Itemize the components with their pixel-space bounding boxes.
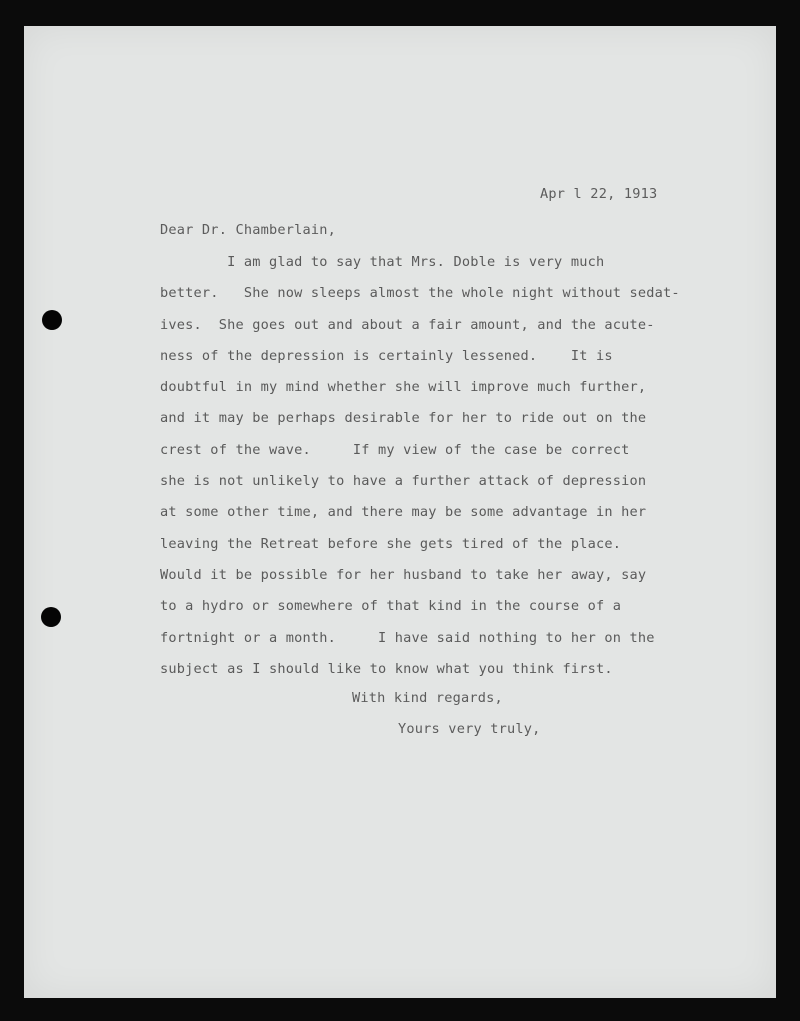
sign-off: Yours very truly, [398, 721, 541, 737]
punch-hole-top [42, 310, 62, 330]
body-line: and it may be perhaps desirable for her to ride out on the [160, 410, 647, 427]
body-line: leaving the Retreat before she gets tired of the place. [160, 535, 622, 552]
body-line: ives. She goes out and about a fair amount, and the acute- [160, 316, 655, 333]
body-line: crest of the wave. If my view of the case be correct [160, 441, 630, 458]
body-line: Would it be possible for her husband to take her away, say [160, 566, 647, 583]
body-line: fortnight or a month. I have said nothing to her on the [160, 629, 655, 646]
salutation: Dear Dr. Chamberlain, [160, 222, 337, 238]
letter-date: Apr l 22, 1913 [540, 186, 658, 202]
body-line: subject as I should like to know what you think first. [160, 660, 613, 677]
punch-hole-bottom [41, 607, 61, 627]
body-line: at some other time, and there may be some advantage in her [160, 504, 647, 521]
letter-body [160, 252, 760, 690]
letter-page [24, 26, 776, 998]
body-line: doubtful in my mind whether she will improve much further, [160, 379, 647, 396]
body-line: ness of the depression is certainly lessened. It is [160, 347, 613, 364]
body-line: better. She now sleeps almost the whole night without sedat- [160, 285, 680, 302]
closing: With kind regards, [352, 690, 503, 706]
body-line: to a hydro or somewhere of that kind in the course of a [160, 598, 622, 615]
body-line: she is not unlikely to have a further attack of depression [160, 473, 647, 490]
body-line: I am glad to say that Mrs. Doble is very much [160, 254, 605, 270]
